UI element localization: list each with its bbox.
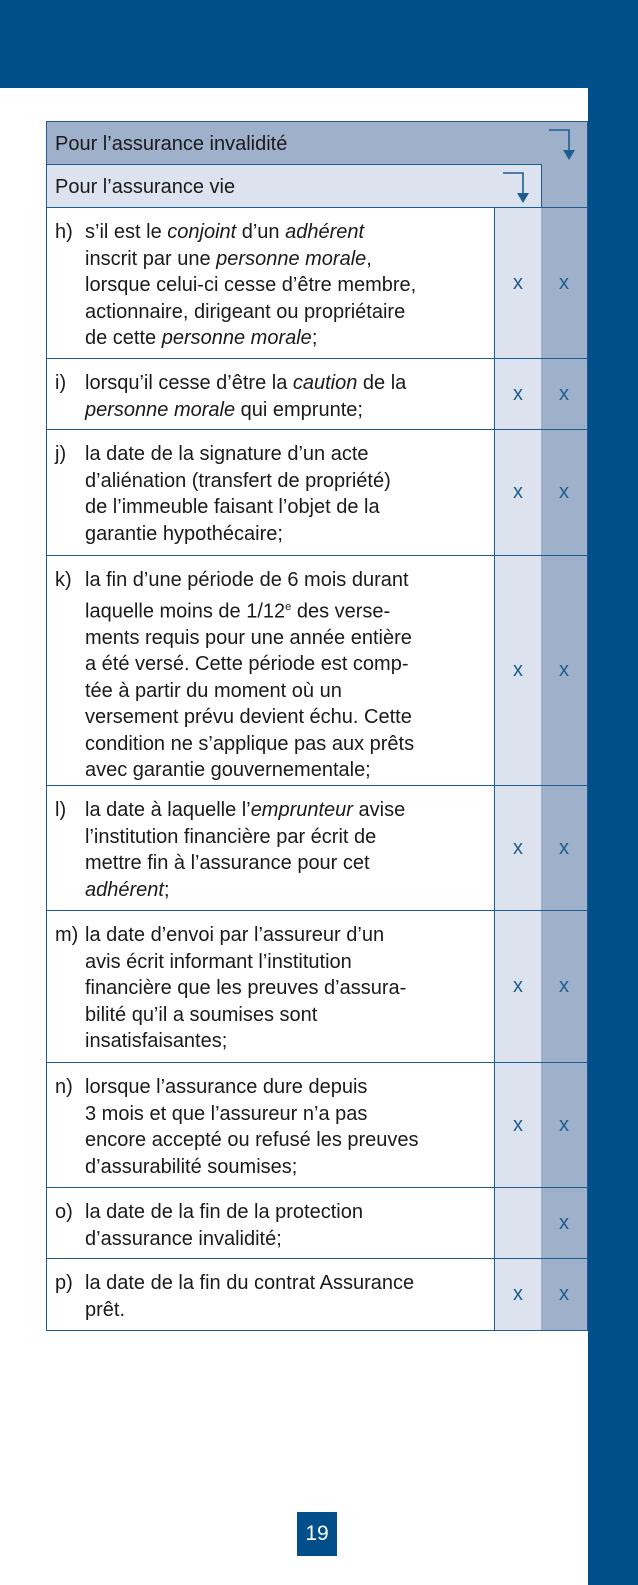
item-letter: o) xyxy=(55,1201,73,1223)
top-color-band xyxy=(0,0,638,88)
life-insurance-mark: x xyxy=(494,358,542,430)
item-letter: p) xyxy=(55,1272,73,1294)
item-text: la date de la fin du contrat Assurance prêt. xyxy=(85,1272,415,1321)
table-row xyxy=(46,1187,588,1259)
table-row xyxy=(46,555,588,786)
item-text: lorsqu’il cesse d’être la caution de la personne morale qui emprunte; xyxy=(85,372,407,421)
table-row xyxy=(46,358,588,430)
item-letter: h) xyxy=(55,221,73,243)
life-insurance-mark xyxy=(494,1187,542,1259)
item-letter: j) xyxy=(55,443,67,465)
coverage-table xyxy=(46,121,588,1331)
invalidity-insurance-mark: x xyxy=(541,207,588,359)
condition-text-cell xyxy=(46,555,495,786)
item-text: la date de la fin de la protection d’assurance invalidité; xyxy=(85,1201,363,1250)
corner-arrow-down-icon xyxy=(501,171,531,203)
condition-text-cell xyxy=(46,1187,495,1259)
item-letter: i) xyxy=(55,372,67,394)
condition-text-cell xyxy=(46,207,495,359)
page-number: 19 xyxy=(297,1512,337,1556)
corner-arrow-down-icon xyxy=(547,128,577,160)
invalidity-insurance-mark: x xyxy=(541,429,588,556)
condition-text-cell xyxy=(46,910,495,1063)
item-letter: k) xyxy=(55,569,72,591)
life-insurance-mark: x xyxy=(494,555,542,786)
table-row xyxy=(46,207,588,359)
condition-text-cell xyxy=(46,429,495,556)
header-life xyxy=(46,164,542,208)
right-color-band xyxy=(588,88,638,1585)
invalidity-insurance-mark: x xyxy=(541,1258,588,1331)
item-text: la date d’envoi par l’assureur d’un avis écrit informant l’institution financière que les preuves d’assura- bilité qu’il a soumises sont insatisfaisantes; xyxy=(85,924,407,1052)
life-insurance-mark: x xyxy=(494,429,542,556)
condition-text-cell xyxy=(46,785,495,911)
header-invalidity xyxy=(46,121,588,165)
life-insurance-mark: x xyxy=(494,1258,542,1331)
table-row xyxy=(46,1258,588,1331)
item-text: s’il est le conjoint d’un adhérent inscrit par une personne morale, lorsque celui-ci cesse d’être membre, actionnaire, dirigeant ou propriétaire de cette personne morale; xyxy=(85,221,417,349)
table-row xyxy=(46,785,588,911)
header-life-label: Pour l’assurance vie xyxy=(55,176,236,198)
life-insurance-mark: x xyxy=(494,1062,542,1188)
life-insurance-mark: x xyxy=(494,207,542,359)
life-insurance-mark: x xyxy=(494,910,542,1063)
header-invalidity-column xyxy=(541,164,588,208)
invalidity-insurance-mark: x xyxy=(541,1187,588,1259)
invalidity-insurance-mark: x xyxy=(541,785,588,911)
table-row xyxy=(46,429,588,556)
table-row xyxy=(46,1062,588,1188)
item-letter: n) xyxy=(55,1076,73,1098)
item-letter: l) xyxy=(55,799,67,821)
invalidity-insurance-mark: x xyxy=(541,358,588,430)
item-letter: m) xyxy=(55,924,79,946)
item-text: la date de la signature d’un acte d’aliénation (transfert de propriété) de l’immeuble faisant l’objet de la garantie hypothécaire; xyxy=(85,443,391,545)
condition-text-cell xyxy=(46,358,495,430)
item-text: la date à laquelle l’emprunteur avise l’institution financière par écrit de mettre fin à l’assurance pour cet adhérent; xyxy=(85,799,406,901)
header-invalidity-label: Pour l’assurance invalidité xyxy=(55,133,288,155)
invalidity-insurance-mark: x xyxy=(541,1062,588,1188)
condition-text-cell xyxy=(46,1258,495,1331)
table-row xyxy=(46,910,588,1063)
invalidity-insurance-mark: x xyxy=(541,555,588,786)
condition-text-cell xyxy=(46,1062,495,1188)
item-text: la fin d’une période de 6 mois durant laquelle moins de 1/12e des verse- ments requis pour une année entière a été versé. Cette période est comp- tée à partir du moment où un versement prévu devient échu. Cette condition ne s’applique pas aux prêts avec garantie gouvernementale; xyxy=(85,569,415,782)
life-insurance-mark: x xyxy=(494,785,542,911)
invalidity-insurance-mark: x xyxy=(541,910,588,1063)
item-text: lorsque l’assurance dure depuis 3 mois et que l’assureur n’a pas encore accepté ou refusé les preuves d’assurabilité soumises; xyxy=(85,1076,419,1178)
